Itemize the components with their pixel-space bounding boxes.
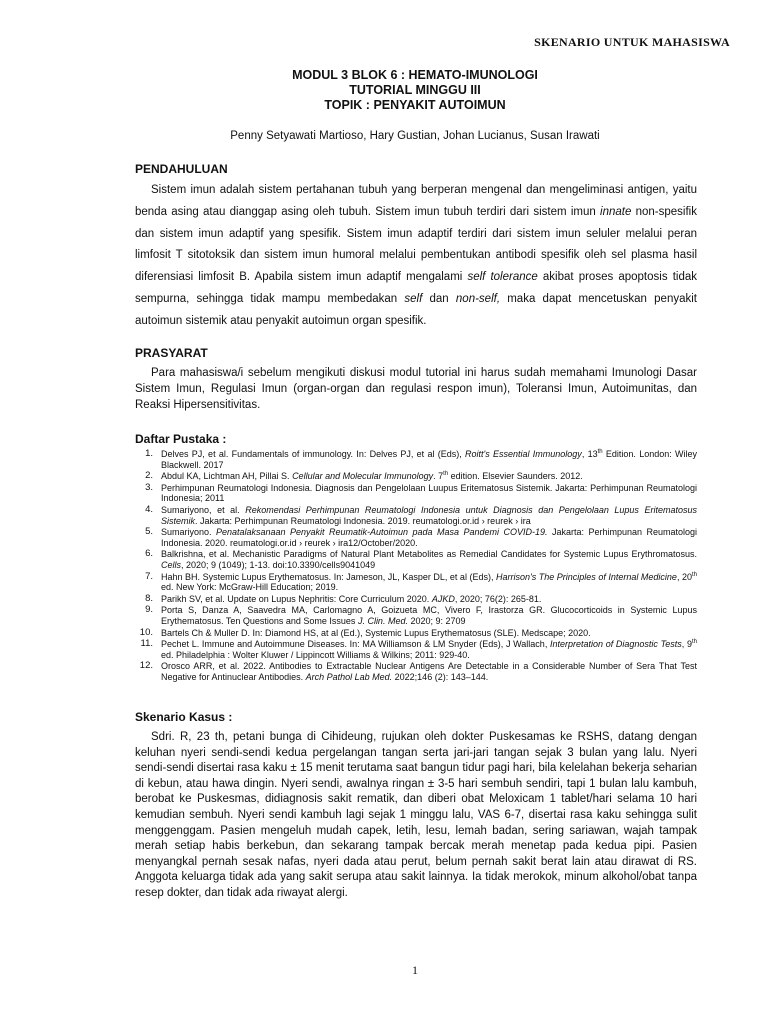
reference-item — [135, 639, 697, 660]
reference-number: 2. — [145, 470, 153, 482]
title-line-1: MODUL 3 BLOK 6 : HEMATO-IMUNOLOGI — [292, 68, 538, 82]
heading-pendahuluan: PENDAHULUAN — [135, 162, 228, 176]
reference-text: Parikh SV, et al. Update on Lupus Nephritis: Core Curriculum 2020. AJKD, 2020; 76(2): 265-81. — [161, 593, 542, 604]
reference-item — [135, 449, 697, 470]
reference-item — [135, 605, 697, 626]
reference-item — [135, 594, 697, 605]
reference-item — [135, 661, 697, 682]
reference-number: 7. — [145, 570, 153, 582]
reference-text: Porta S, Danza A, Saavedra MA, Carlomagno A, Goizueta MC, Vivero F, Irastorza GR. Glucocorticoids in Systemic Lupus Erythematosus. Ten Questions and Some Issues J. Clin. Med. 2020; 9: 2709 — [161, 605, 697, 626]
reference-list — [135, 449, 697, 683]
page-number: 1 — [412, 963, 418, 977]
heading-prasyarat: PRASYARAT — [135, 346, 208, 360]
reference-item — [135, 628, 697, 639]
reference-text: Perhimpunan Reumatologi Indonesia. Diagnosis dan Pengelolaan Luupus Eritematosus Sistemik. Jakarta: Perhimpunan Reumatologi Indonesia; 2011 — [161, 482, 697, 504]
heading-skenario-kasus: Skenario Kasus : — [135, 710, 233, 724]
reference-text: Pechet L. Immune and Autoimmune Diseases. In: MA Williamson & LM Snyder (Eds), J Wallach, Interpretation of Diagnostic Tests, 9th ed. Philadelphia : Wolter Kluwer / Lippincott Williams & Wilkins; 2011: 929-40. — [161, 639, 697, 660]
reference-item — [135, 527, 697, 548]
reference-number: 11. — [140, 638, 153, 650]
paragraph-pendahuluan: Sistem imun adalah sistem pertahanan tubuh yang berperan mengenal dan mengeliminasi antigen, yaitu benda asing atau dianggap asing oleh tubuh. Sistem imun tubuh terdiri dari sistem imun innate non-spesifik dan sistem imun adaptif yang spesifik. Sistem imun adaptif terdiri dari sistem imun seluler melalui peran limfosit T sitotoksik dan sistem imun humoral melalui pembentukan antibodi spesifik oleh sel plasma hasil diferensiasi limfosit B. Apabila sistem imun adaptif mengalami self tolerance akibat proses apoptosis tidak sempurna, sehingga tidak mampu membedakan self dan non-self, maka dapat mencetuskan penyakit autoimun sistemik atau penyakit autoimun organ spesifik. — [135, 184, 697, 327]
reference-item — [135, 483, 697, 504]
reference-number: 4. — [145, 503, 153, 515]
paragraph-prasyarat: Para mahasiswa/i sebelum mengikuti diskusi modul tutorial ini harus sudah memahami Imunologi Dasar Sistem Imun, Regulasi Imun (organ-organ dan regulasi respon imun), Toleransi Imun, Autoimunitas, dan Reaksi Hipersensitivitas. — [135, 367, 697, 411]
reference-number: 12. — [139, 660, 153, 672]
reference-text: Sumariyono. Penatalaksanaan Penyakit Reumatik-Autoimun pada Masa Pandemi COVID-19. Jakarta: Perhimpunan Reumatologi Indonesia. 2020. reumatologi.or.id › reurek › ira12/October/2020. — [161, 527, 698, 548]
reference-item — [135, 471, 697, 482]
reference-text: Abdul KA, Lichtman AH, Pillai S. Cellular and Molecular Immunology. 7th edition. Elsevier Saunders. 2012. — [161, 471, 583, 482]
reference-number: 9. — [145, 604, 153, 616]
reference-number: 6. — [145, 548, 153, 560]
reference-item — [135, 572, 697, 593]
reference-text: Hahn BH. Systemic Lupus Erythematosus. In: Jameson, JL, Kasper DL, et al (Eds), Harrison's The Principles of Internal Medicine, 20th ed. New York: McGraw-Hill Education; 2019. — [161, 571, 697, 593]
heading-daftar-pustaka: Daftar Pustaka : — [135, 432, 227, 446]
module-title — [0, 68, 768, 113]
reference-text: Orosco ARR, et al. 2022. Antibodies to Extractable Nuclear Antigens Are Detectable in a Considerable Number of Sera That Test Negative for Antinuclear Antibodies. Arch Pathol Lab Med. 2022;146 (2): 143–144. — [161, 661, 697, 682]
reference-number: 8. — [145, 592, 153, 604]
paragraph-skenario: Sdri. R, 23 th, petani bunga di Cihideung, rujukan oleh dokter Puskesamas ke RSHS, datang dengan keluhan nyeri sendi-sendi kedua pergelangan tangan serta jari-jari tangan sejak 3 bulan yang lalu. Nyeri sendi-sendi disertai rasa kaku ± 15 menit terutama saat bangun tidur pagi hari, bila kelelahan bekerja seharian di kebun, atau hawa dingin. Nyeri sendi, awalnya ringan ± 3-5 hari sembuh sendiri, tapi 1 bulan lalu kambuh, berobat ke Puskesmas, didiagnosis sakit rematik, dan diberi obat Meloxicam 1 tablet/hari selama 10 hari kemudian sembuh. Nyeri sendi kambuh lagi sejak 1 minggu lalu, VAS 6-7, disertai rasa kaku sehingga sulit menggenggam. Pasien mengeluh mudah capek, letih, lesu, lemah badan, sering sariawan, wajah tampak merah setiap habis berkebun, dan sekarang tampak bercak merah menetap pada kedua pipi. Pasien menyangkal pernah sesak nafas, nyeri dada atau perut, belum pernah sakit berat lain atau dirawat di RS. Anggota keluarga tidak ada yang sakit serupa atau sakit lainnya. Ia tidak merokok, minum alkohol/obat tanpa resep dokter, dan tidak ada riwayat alergi. — [135, 731, 697, 899]
reference-text: Delves PJ, et al. Fundamentals of immunology. In: Delves PJ, et al (Eds), Roitt's Essential Immunology, 13th Edition. London: Wiley Blackwell. 2017 — [161, 449, 697, 470]
reference-text: Bartels Ch & Muller D. In: Diamond HS, at al (Ed.), Systemic Lupus Erythematosus (SLE). Medscape; 2020. — [161, 627, 591, 638]
document-header-label: SKENARIO UNTUK MAHASISWA — [534, 35, 730, 49]
reference-item — [135, 549, 697, 570]
reference-number: 10. — [139, 626, 153, 638]
reference-item — [135, 505, 697, 526]
title-line-3: TOPIK : PENYAKIT AUTOIMUN — [324, 98, 506, 112]
authors-line: Penny Setyawati Martioso, Hary Gustian, Johan Lucianus, Susan Irawati — [230, 130, 600, 142]
reference-number: 1. — [145, 448, 153, 459]
reference-text: Balkrishna, et al. Mechanistic Paradigms of Natural Plant Metabolites as Remedial Candidates for Systemic Lupus Erythromatosus. Cells, 2020; 9 (1049); 1-13. doi:10.3390/cells9041049 — [161, 549, 697, 570]
title-line-2: TUTORIAL MINGGU III — [349, 83, 481, 97]
reference-text: Sumariyono, et al. Rekomendasi Perhimpunan Reumatologi Indonesia untuk Diagnosis dan Pengelolaan Lupus Eritematosus Sistemik. Jakarta: Perhimpunan Reumatologi Indonesia. 2019. reumatologi.or.id › reurek › ira — [161, 504, 698, 526]
reference-number: 5. — [145, 526, 153, 538]
reference-number: 3. — [145, 481, 153, 493]
